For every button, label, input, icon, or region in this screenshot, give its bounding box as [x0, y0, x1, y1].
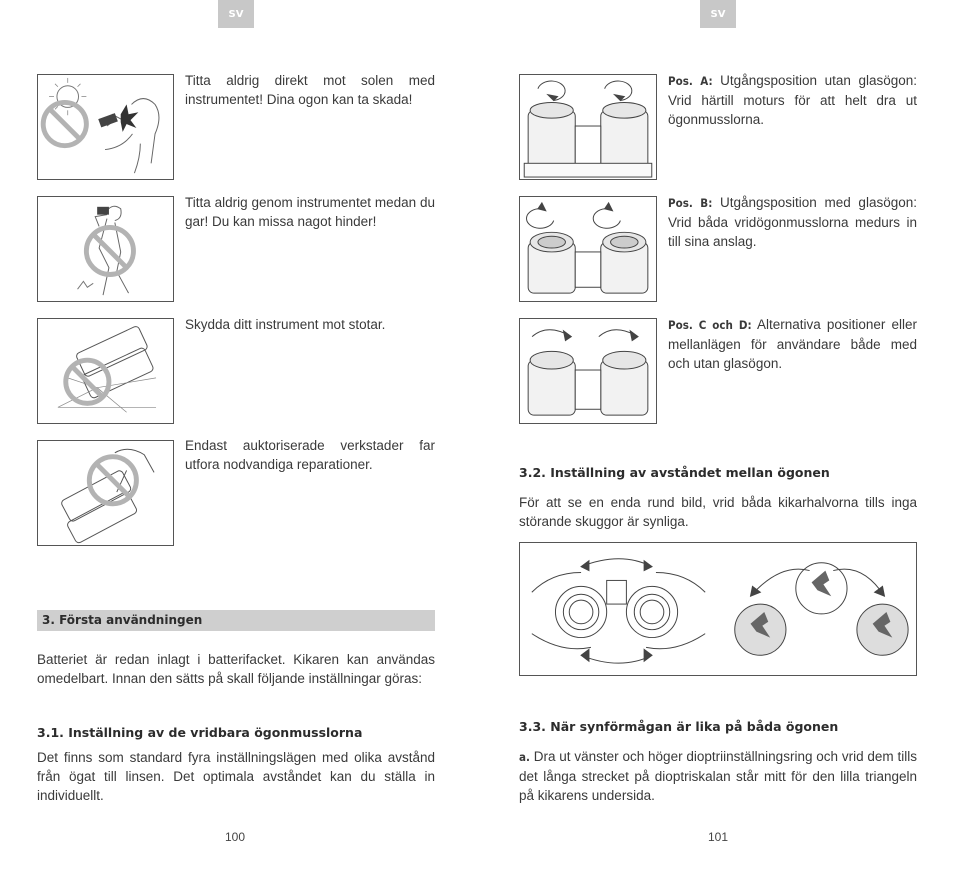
impact-warning-illustration: [37, 318, 174, 424]
step-a-label: a.: [519, 750, 530, 764]
section-intro: Batteriet är redan inlagt i batterifacket. Kikaren kan användas omedelbart. Innan den sätts på skall följande inställningar göras:: [37, 652, 435, 686]
page-number: 101: [708, 830, 729, 844]
position-a-text: Pos. A: Utgångsposition utan glasögon: Vrid härtill moturs för att helt dra ut ögonmusslorna.: [668, 73, 918, 127]
warning-text-3: Skydda ditt instrument mot stotar.: [185, 317, 386, 332]
subsection-text: Det finns som standard fyra inställningslägen med olika avstånd från ögat till linsen. Det optimala avståndet kan du ställa in individuellt.: [37, 750, 435, 803]
position-cd-label: Pos. C och D:: [668, 318, 752, 332]
position-cd-text: Pos. C och D: Alternativa positioner eller mellanlägen för användare både med och utan glasögon.: [668, 317, 917, 371]
warning-text-1: Titta aldrig direkt mot solen med instrumentet! Dina ogon kan ta skada!: [185, 73, 435, 107]
position-b-label: Pos. B:: [668, 196, 713, 210]
eyecup-position-a-illustration: [519, 74, 657, 180]
repair-warning-illustration: [37, 440, 174, 546]
section-3-2-text: För att se en enda rund bild, vrid båda kikarhalvorna tills inga störande skuggor är synliga.: [519, 495, 917, 529]
subsection-heading: 3.1. Inställning av de vridbara ögonmusslorna: [37, 725, 363, 740]
eyecup-position-b-illustration: [519, 196, 657, 302]
section-3-3-text: a. Dra ut vänster och höger dioptriinställningsring och vrid dem tills det långa strecket på dioptriskalan står mitt för den lilla triangeln på kikarens undersida.: [519, 749, 917, 803]
position-a-label: Pos. A:: [668, 74, 713, 88]
sun-warning-illustration: [37, 74, 174, 180]
position-b-text: Pos. B: Utgångsposition med glasögon: Vrid båda vridögonmusslorna medurs in till sina anslag.: [668, 195, 917, 249]
interpupillary-distance-illustration: [519, 542, 917, 676]
warning-text-2: Titta aldrig genom instrumentet medan du gar! Du kan missa nagot hinder!: [185, 195, 435, 229]
page-number: 100: [225, 830, 246, 844]
eyecup-position-cd-illustration: [519, 318, 657, 424]
section-3-2-heading: 3.2. Inställning av avståndet mellan ögonen: [519, 465, 830, 480]
section-3-3-heading: 3.3. När synförmågan är lika på båda ögonen: [519, 719, 839, 734]
language-tab: SV: [218, 0, 254, 28]
warning-text-4: Endast auktoriserade verkstader far utfora nodvandiga reparationer.: [185, 438, 435, 472]
section-heading: 3. Första användningen: [37, 610, 435, 631]
language-tab: SV: [700, 0, 736, 28]
walking-warning-illustration: [37, 196, 174, 302]
